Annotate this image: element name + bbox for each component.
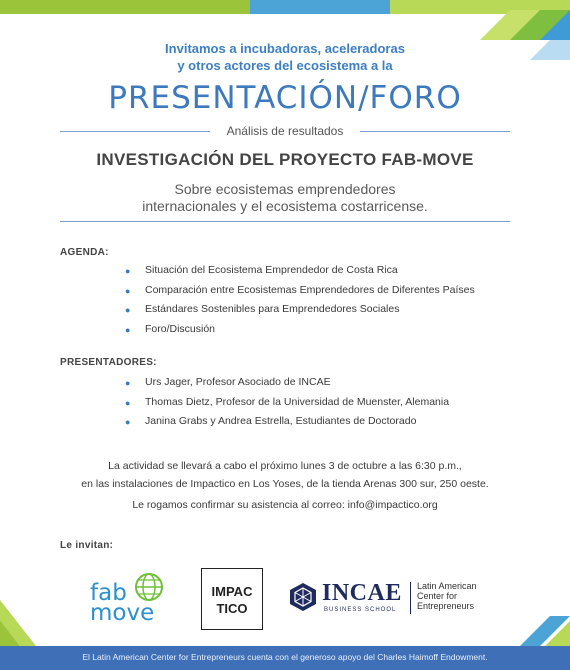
list-item: ● Situación del Ecosistema Emprendedor de Costa Rica bbox=[125, 264, 398, 276]
incae-divider bbox=[410, 582, 411, 614]
list-item: ● Thomas Dietz, Profesor de la Universidad de Muenster, Alemania bbox=[125, 395, 450, 408]
impactico-logo-line-2: TICO bbox=[216, 601, 248, 616]
bullet-icon: ● bbox=[125, 266, 131, 276]
footer-bar bbox=[0, 646, 570, 670]
corner-stripes-bottom-left bbox=[0, 600, 60, 646]
incae-emblem-icon bbox=[288, 582, 318, 612]
list-item: ● Comparación entre Ecosistemas Emprendedores de Diferentes Países bbox=[125, 283, 475, 296]
incae-logo bbox=[288, 578, 488, 618]
rsvp-text: Le rogamos confirmar su asistencia al correo: info@impactico.org bbox=[132, 499, 438, 511]
impactico-logo-line-1: IMPAC bbox=[211, 584, 253, 599]
fabmove-logo-line-1: fab bbox=[90, 580, 127, 606]
incae-subtitle: BUSINESS SCHOOL bbox=[324, 607, 397, 613]
agenda-heading: AGENDA: bbox=[60, 247, 109, 258]
description-line-2: internacionales y el ecosistema costarricense. bbox=[142, 198, 428, 214]
invitan-label: Le invitan: bbox=[60, 540, 114, 551]
globe-icon bbox=[134, 572, 164, 602]
incae-name: INCAE bbox=[322, 580, 402, 606]
list-item: ● Foro/Discusión bbox=[125, 322, 216, 335]
bullet-icon: ● bbox=[125, 285, 131, 296]
agenda-list bbox=[125, 264, 475, 342]
bullet-icon: ● bbox=[125, 397, 131, 408]
center-line-1: Latin American bbox=[417, 581, 477, 591]
divider-full bbox=[60, 221, 510, 222]
list-item: ● Urs Jager, Profesor Asociado de INCAE bbox=[125, 376, 331, 388]
bullet-icon: ● bbox=[125, 324, 131, 335]
list-item: ● Janina Grabs y Andrea Estrella, Estudiantes de Doctorado bbox=[125, 415, 417, 427]
fabmove-logo-line-2: move bbox=[90, 600, 155, 626]
subtitle: Análisis de resultados bbox=[226, 124, 344, 138]
invite-line-1: Invitamos a incubadoras, aceleradoras bbox=[165, 41, 405, 56]
bullet-icon: ● bbox=[125, 417, 131, 427]
bullet-icon: ● bbox=[125, 305, 131, 315]
center-line-2: Center for bbox=[417, 591, 458, 601]
fabmove-logo bbox=[90, 572, 170, 628]
footer-text: El Latin American Center for Entrepreneurs cuenta con el generoso apoyo del Charles Haimoff Endowment. bbox=[82, 652, 488, 662]
event-details-line-1: La actividad se llevará a cabo el próximo lunes 3 de octubre a las 6:30 p.m., bbox=[108, 460, 462, 472]
presenters-heading: PRESENTADORES: bbox=[60, 357, 157, 368]
center-line-3: Entrepreneurs bbox=[417, 601, 475, 611]
list-item: ● Estándares Sostenibles para Emprendedores Sociales bbox=[125, 303, 400, 315]
event-details-line-2: en las instalaciones de Impactico en Los Yoses, de la tienda Arenas 300 sur, 250 oeste. bbox=[81, 478, 489, 490]
impactico-logo bbox=[201, 568, 263, 630]
corner-stripes-bottom-right bbox=[500, 606, 570, 646]
description-line-1: Sobre ecosistemas emprendedores bbox=[174, 181, 396, 197]
presenters-list bbox=[125, 376, 449, 435]
project-title: INVESTIGACIÓN DEL PROYECTO FAB-MOVE bbox=[96, 150, 474, 169]
bullet-icon: ● bbox=[125, 378, 131, 388]
invite-line-2: y otros actores del ecosistema a la bbox=[177, 58, 393, 73]
main-title: PRESENTACIÓN/FORO bbox=[108, 80, 462, 116]
